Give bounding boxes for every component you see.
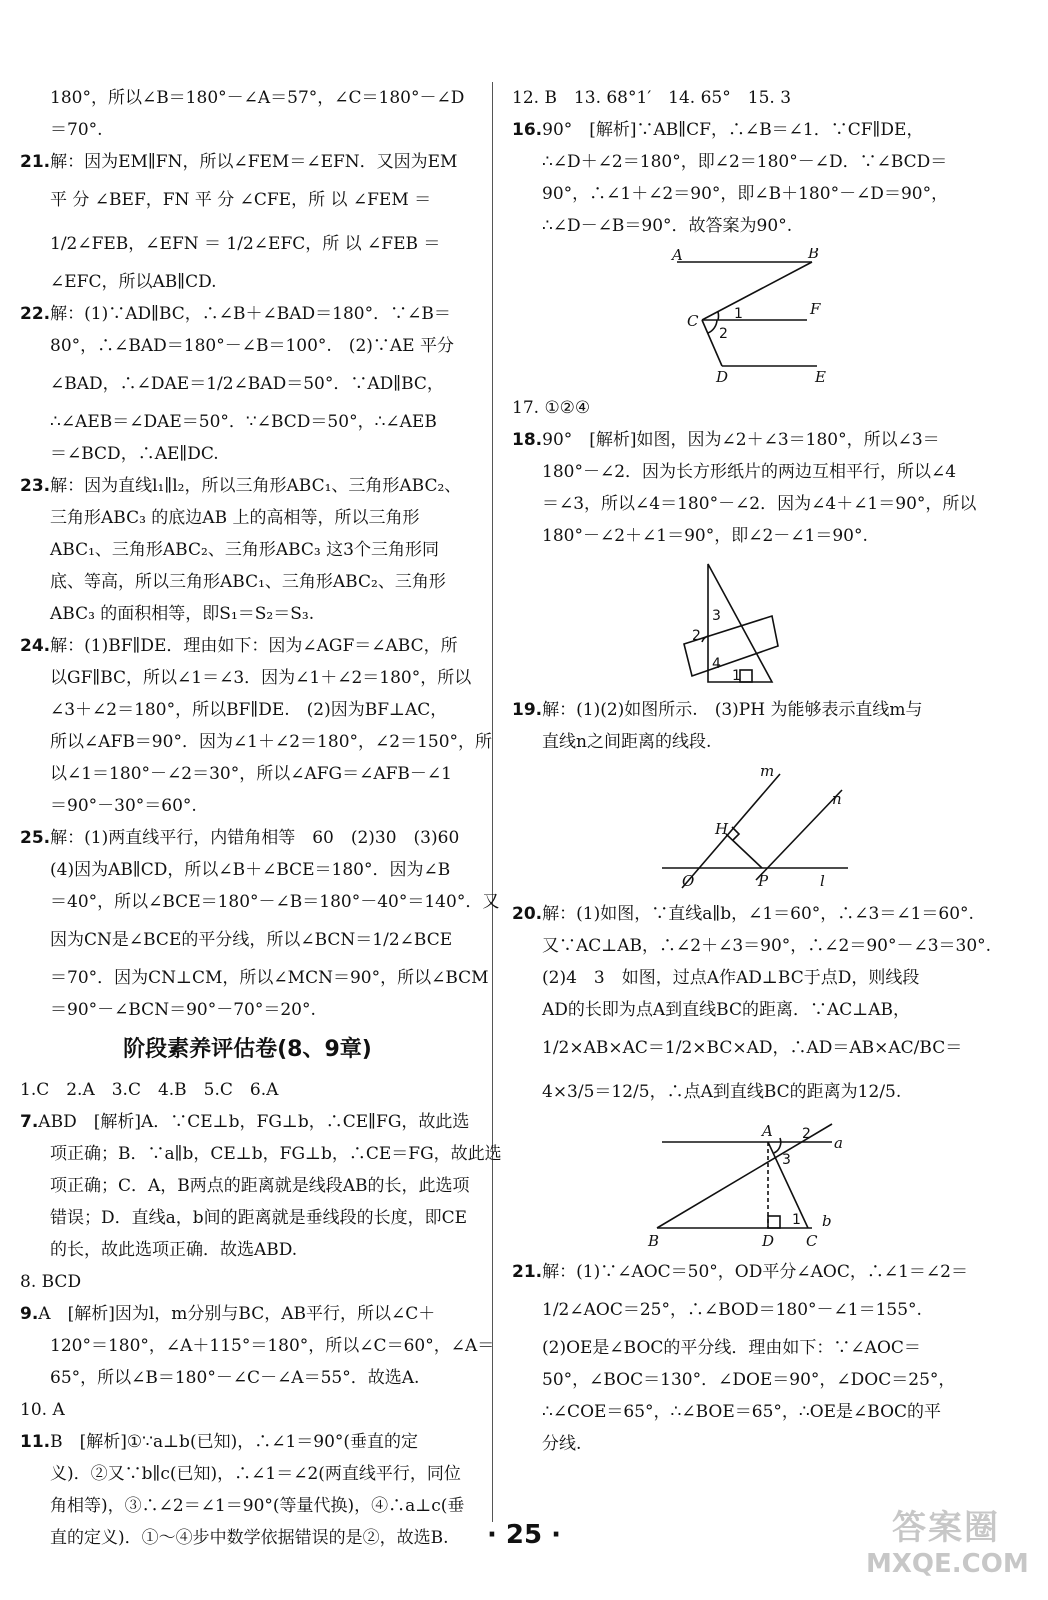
answer-17: 17. ①②④ — [512, 398, 591, 418]
right-angle-mark-d — [768, 1216, 780, 1228]
angle-3-label: 3 — [712, 608, 721, 624]
question-number: 23. — [20, 476, 51, 496]
watermark-text: 答案圈 — [892, 1508, 1000, 1548]
text-line: ∠BAD，∴∠DAE＝1/2∠BAD＝50°．∵AD∥BC， — [50, 374, 444, 394]
text-line: ＝90°－30°＝60°. — [50, 796, 197, 816]
text-line: 120°＝180°，∠A＋115°＝180°，所以∠C＝60°，∠A＝ — [50, 1336, 495, 1356]
figure-18 — [512, 558, 964, 688]
label-m: m — [760, 764, 775, 780]
text-line: 项正确；B．∵a∥b，CE⊥b，FG⊥b，∴CE＝FG，故此选 — [50, 1144, 502, 1164]
text-line: ＝∠BCD，∴AE∥DC. — [50, 444, 219, 464]
watermark-url: MXQE.COM — [866, 1549, 1029, 1579]
text-line: (2)OE是∠BOC的平分线．理由如下：∵∠AOC＝ — [542, 1338, 921, 1358]
angle-4-label: 4 — [712, 656, 721, 672]
text-line: 项正确；C．A，B两点的距离就是线段AB的长，此选项 — [50, 1176, 470, 1196]
text-line: 解：(1)(2)如图所示. (3)PH 为能够表示直线m与 — [542, 700, 923, 720]
question-number: 11. — [20, 1432, 51, 1452]
column-divider — [492, 82, 493, 1522]
text-line: 又∵AC⊥AB，∴∠2＋∠3＝90°，∴∠2＝90°－∠3＝30°. — [542, 936, 992, 956]
figure-19 — [512, 764, 964, 892]
answer-21 — [20, 146, 475, 298]
angle-2-label: 2 — [719, 326, 728, 342]
text-line: 解：(1)BF∥DE．理由如下：因为∠AGF＝∠ABC，所 — [50, 636, 458, 656]
text-line: ABC₁、三角形ABC₂、三角形ABC₃ 这3个三角形同 — [50, 540, 439, 560]
angle-2-label: 2 — [802, 1126, 811, 1142]
label-b-line: b — [822, 1212, 832, 1230]
text-line: 直的定义)．①～④步中数学依据错误的是②，故选B. — [50, 1528, 449, 1548]
text-line: 90°，∴∠1＋∠2＝90°，即∠B＋180°－∠D＝90°， — [542, 184, 949, 204]
text-line: 65°，所以∠B＝180°－∠C－∠A＝55°．故选A. — [50, 1368, 420, 1388]
label-f: F — [810, 300, 821, 318]
text-line: ∠EFC，所以AB∥CD. — [50, 272, 217, 292]
text-line: ∠3＋∠2＝180°，所以BF∥DE. (2)因为BF⊥AC， — [50, 700, 448, 720]
answer-8: 8. BCD — [20, 1272, 82, 1292]
angle-1-arc — [718, 312, 719, 320]
angle-arc — [774, 1138, 781, 1153]
question-number: 22. — [20, 304, 51, 324]
text-line: 义)．②又∵b∥c(已知)，∴∠1＝∠2(两直线平行，同位 — [50, 1464, 461, 1484]
question-number: 25. — [20, 828, 51, 848]
angle-1-label: 1 — [792, 1212, 801, 1228]
text-line: ∴∠AEB＝∠DAE＝50°．∵∠BCD＝50°，∴∠AEB — [50, 412, 437, 432]
text-line: A [解析]因为l，m分别与BC，AB平行，所以∠C＋ — [38, 1304, 436, 1324]
text-line: B [解析]①∵a⊥b(已知)，∴∠1＝90°(垂直的定 — [50, 1432, 419, 1452]
answer-10: 10. A — [20, 1400, 65, 1420]
figure-20 — [512, 1120, 964, 1250]
answer-25 — [20, 822, 500, 1026]
text-line: ∴∠D＋∠2＝180°，即∠2＝180°－∠D．∵∠BCD＝ — [542, 152, 948, 172]
label-o: O — [682, 872, 695, 890]
text-line: 分线. — [542, 1434, 582, 1454]
text-line: 解：因为EM∥FN，所以∠FEM＝∠EFN．又因为EM — [50, 152, 458, 172]
answer-19 — [512, 694, 964, 758]
text-line: ＝40°，所以∠BCE＝180°－∠B＝180°－40°＝140°．又 — [50, 892, 500, 912]
text-line: 以∠1＝180°－∠2＝30°，所以∠AFG＝∠AFB－∠1 — [50, 764, 452, 784]
figure-20-svg — [512, 1120, 964, 1250]
right-column — [512, 82, 992, 1460]
text-line: 180°，所以∠B＝180°－∠A＝57°，∠C＝180°－∠D — [50, 88, 465, 108]
figure-16-svg — [512, 248, 964, 386]
right-angle-mark — [740, 670, 752, 682]
question-number: 7. — [20, 1112, 39, 1132]
text-line: ABD [解析]A．∵CE⊥b，FG⊥b，∴CE∥FG，故此选 — [38, 1112, 470, 1132]
text-line: ∴∠COE＝65°，∴∠BOE＝65°，∴OE是∠BOC的平 — [542, 1402, 942, 1422]
answer-22 — [20, 298, 475, 470]
angle-1-label: 1 — [734, 306, 743, 322]
page-number: · 25 · — [486, 1520, 562, 1550]
text-line: ∴∠D－∠B＝90°．故答案为90°. — [542, 216, 793, 236]
text-line: ＝70°．因为CN⊥CM，所以∠MCN＝90°，所以∠BCM — [50, 968, 489, 988]
text-line: 的长，故此选项正确．故选ABD. — [50, 1240, 298, 1260]
text-line: ＝70°. — [50, 120, 103, 140]
question-number: 9. — [20, 1304, 39, 1324]
text-line: 因为CN是∠BCE的平分线，所以∠BCN＝1/2∠BCE — [50, 930, 453, 950]
question-number: 21. — [512, 1262, 543, 1282]
answer-24 — [20, 630, 493, 822]
text-line: 90° [解析]∵AB∥CF，∴∠B＝∠1．∵CF∥DE， — [542, 120, 924, 140]
answer-23 — [20, 470, 475, 630]
text-line: 角相等)，③∴∠2＝∠1＝90°(等量代换)，④∴a⊥c(垂 — [50, 1496, 465, 1516]
text-line: (4)因为AB∥CD，所以∠B＋∠BCE＝180°．因为∠B — [50, 860, 451, 880]
answers-1-6: 1.C 2.A 3.C 4.B 5.C 6.A — [20, 1080, 279, 1100]
angle-2-arc — [708, 320, 717, 333]
label-d: D — [762, 1232, 775, 1250]
answer-18 — [512, 424, 977, 552]
section-title: 阶段素养评估卷(8、9章) — [123, 1037, 372, 1062]
text-line: 解：(1)如图，∵直线a∥b，∠1＝60°，∴∠3＝∠1＝60°. — [542, 904, 974, 924]
angle-2-label: 2 — [692, 628, 701, 644]
text-line: 底、等高，所以三角形ABC₁、三角形ABC₂、三角形 — [50, 572, 446, 592]
text-line: 以GF∥BC，所以∠1＝∠3．因为∠1＋∠2＝180°，所以 — [50, 668, 472, 688]
text-line: 4×3/5＝12/5，∴点A到直线BC的距离为12/5. — [542, 1082, 902, 1102]
figure-16 — [512, 248, 964, 386]
label-a-line: a — [834, 1134, 843, 1152]
text-line: 三角形ABC₃ 的底边AB 上的高相等，所以三角形 — [50, 508, 420, 528]
question-number: 19. — [512, 700, 543, 720]
label-a-point: A — [762, 1122, 773, 1140]
question-number: 24. — [20, 636, 51, 656]
label-p: P — [758, 872, 769, 890]
text-line: 1/2∠FEB，∠EFN ＝ 1/2∠EFC，所 以 ∠FEB ＝ — [50, 234, 441, 254]
label-b: B — [648, 1232, 660, 1250]
angle-2-arc — [702, 636, 708, 642]
text-line: 错误；D．直线a，b间的距离就是垂线段的长度，即CE — [50, 1208, 468, 1228]
label-b: B — [808, 248, 820, 262]
label-n: n — [832, 790, 842, 808]
left-column — [20, 82, 502, 1554]
text-line: ABC₃ 的面积相等，即S₁＝S₂＝S₃. — [50, 604, 315, 624]
text-line: 90° [解析]如图，因为∠2＋∠3＝180°，所以∠3＝ — [542, 430, 940, 450]
answer-21-right — [512, 1256, 968, 1460]
angle-1-label: 1 — [732, 668, 741, 684]
angle-3-label: 3 — [782, 1152, 791, 1168]
watermark-logo — [866, 1500, 1029, 1579]
line-n — [756, 790, 842, 880]
label-a: A — [672, 248, 683, 264]
answer-7 — [20, 1106, 502, 1266]
text-line: 180°－∠2＋∠1＝90°，即∠2－∠1＝90°. — [542, 526, 868, 546]
figure-18-svg — [512, 558, 964, 688]
text-line: 直线n之间距离的线段. — [542, 732, 712, 752]
right-angle-mark — [732, 827, 739, 840]
text-line: 50°，∠BOC＝130°．∠DOE＝90°，∠DOC＝25°， — [542, 1370, 956, 1390]
text-line: 解：(1)两直线平行，内错角相等 60 (2)30 (3)60 — [50, 828, 460, 848]
text-line: 解：(1)∵AD∥BC，∴∠B＋∠BAD＝180°．∵∠B＝ — [50, 304, 451, 324]
figure-19-svg — [512, 764, 964, 892]
text-line: 解：因为直线l₁∥l₂，所以三角形ABC₁、三角形ABC₂、 — [50, 476, 462, 496]
text-line: 1/2∠AOC＝25°，∴∠BOD＝180°－∠1＝155°. — [542, 1300, 922, 1320]
text-line: 平 分 ∠BEF，FN 平 分 ∠CFE，所 以 ∠FEM ＝ — [50, 190, 432, 210]
answer-9 — [20, 1298, 495, 1394]
label-l: l — [820, 872, 825, 890]
question-number: 16. — [512, 120, 543, 140]
answer-16 — [512, 114, 964, 242]
text-line: 解：(1)∵∠AOC＝50°，OD平分∠AOC，∴∠1＝∠2＝ — [542, 1262, 968, 1282]
answer-20 — [512, 898, 992, 1114]
text-line: AD的长即为点A到直线BC的距离．∵AC⊥AB， — [542, 1000, 911, 1020]
text-line: ＝∠3，所以∠4＝180°－∠2．因为∠4＋∠1＝90°，所以 — [542, 494, 977, 514]
text-line: ＝90°－∠BCN＝90°－70°＝20°. — [50, 1000, 316, 1020]
label-e: E — [815, 368, 826, 386]
question-number: 20. — [512, 904, 543, 924]
segment-ph — [726, 834, 762, 868]
label-h: H — [715, 820, 729, 838]
line-bc — [702, 262, 812, 320]
text-line: 所以∠AFB＝90°．因为∠1＋∠2＝180°，∠2＝150°，所 — [50, 732, 493, 752]
question-number: 21. — [20, 152, 51, 172]
question-number: 18. — [512, 430, 543, 450]
answers-12-15: 12. B 13. 68°1′ 14. 65° 15. 3 — [512, 88, 792, 108]
text-line: 180°－∠2．因为长方形纸片的两边互相平行，所以∠4 — [542, 462, 957, 482]
text-line: (2)4 3 如图，过点A作AD⊥BC于点D，则线段 — [542, 968, 920, 988]
label-d: D — [716, 368, 729, 386]
text-line: 1/2×AB×AC＝1/2×BC×AD，∴AD＝AB×AC/BC＝ — [542, 1038, 963, 1058]
label-c: C — [687, 312, 699, 330]
label-c: C — [806, 1232, 818, 1250]
text-line: 80°，∴∠BAD＝180°－∠B＝100°. (2)∵AE 平分 — [50, 336, 454, 356]
